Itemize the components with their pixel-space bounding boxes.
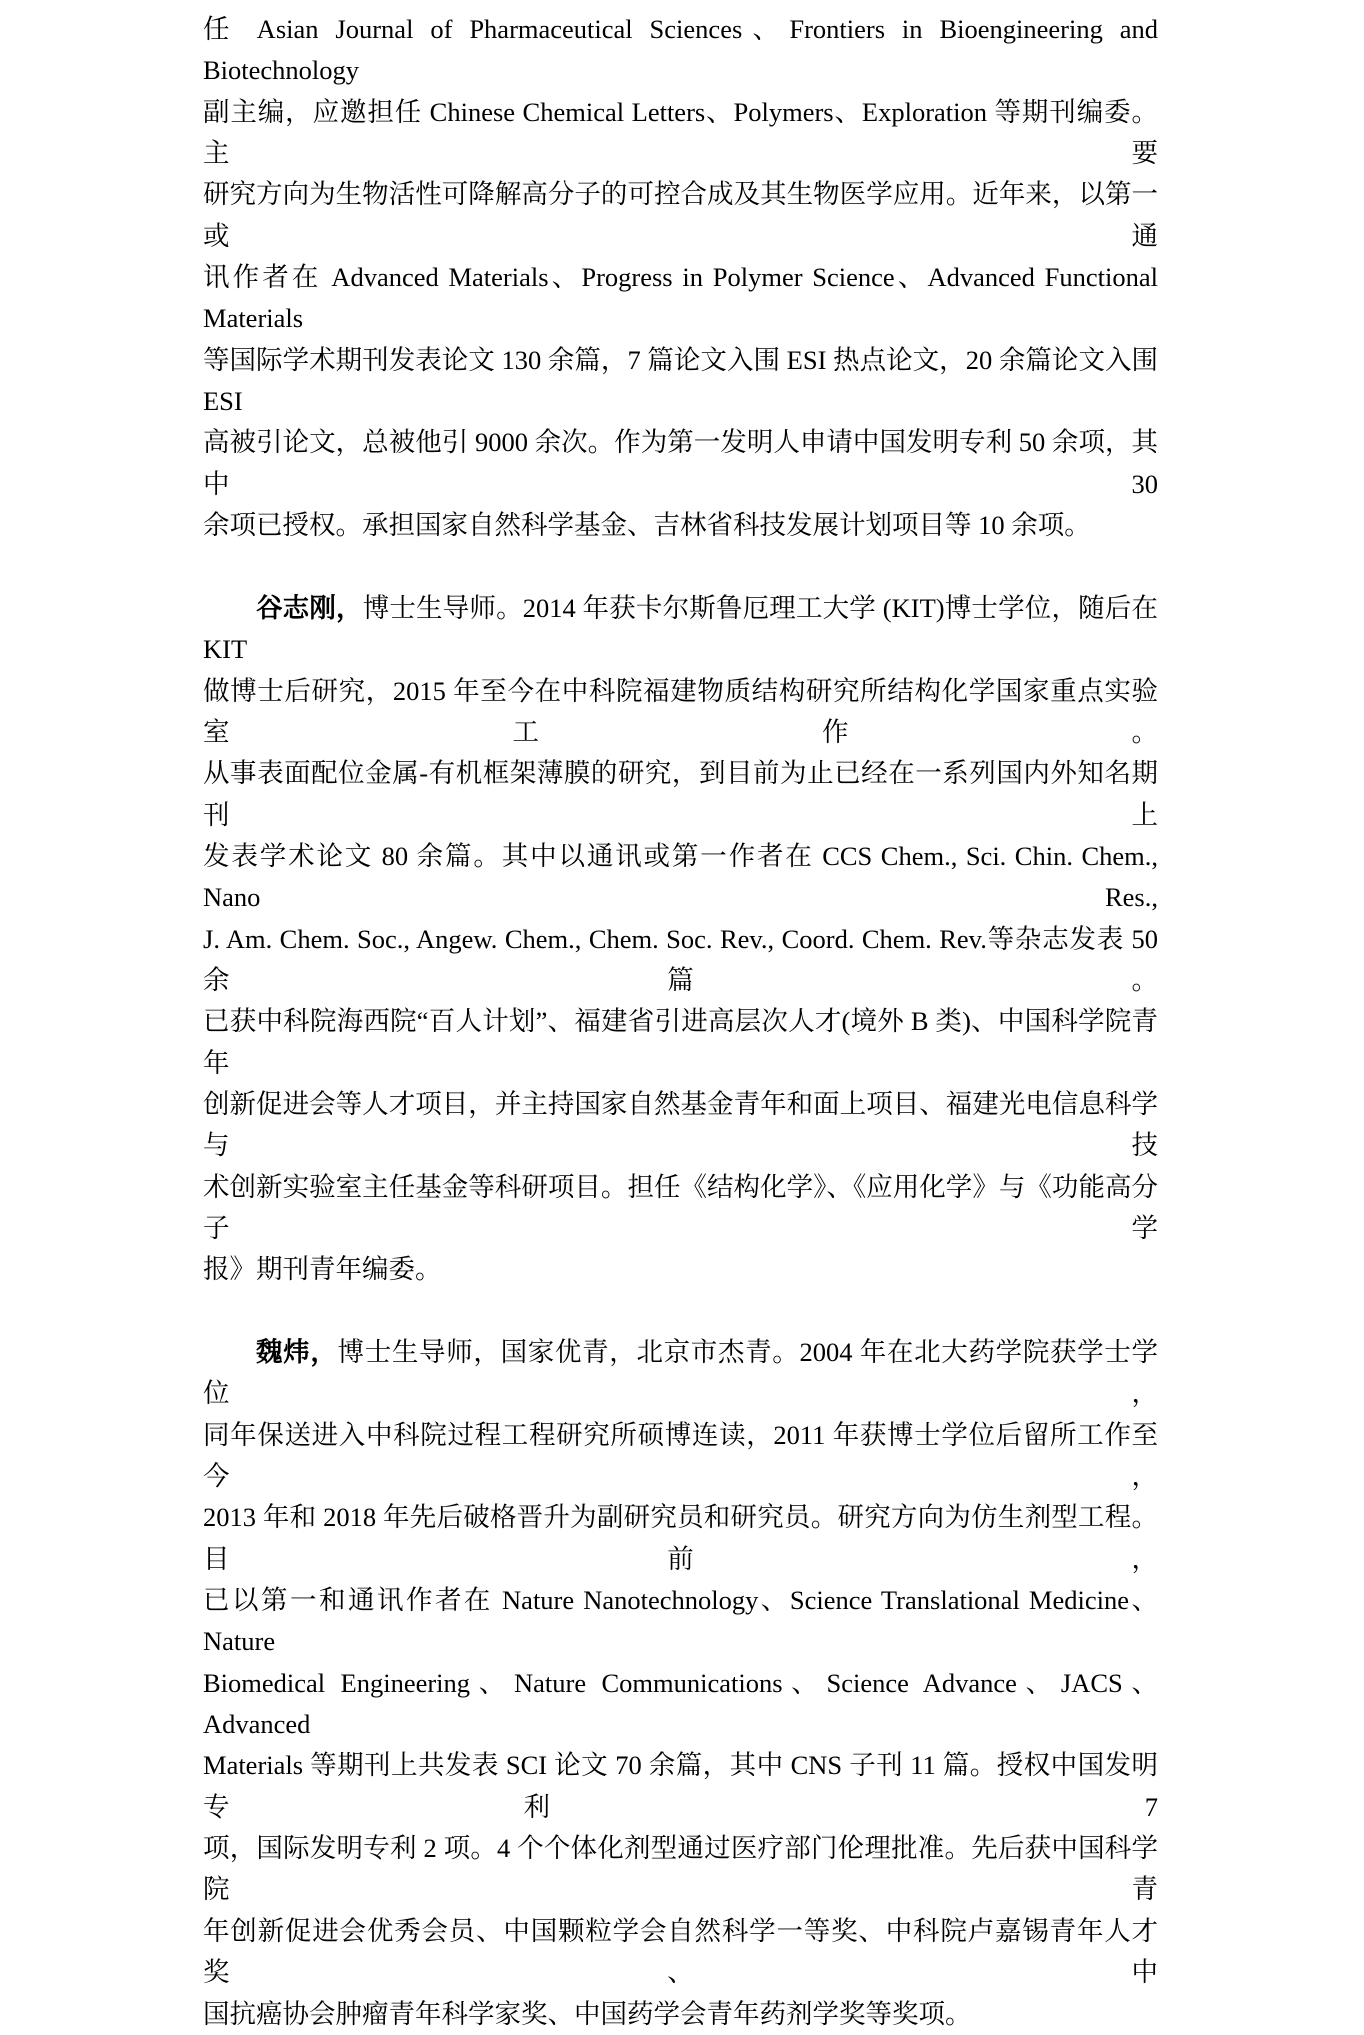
text-line: J. Am. Chem. Soc., Angew. Chem., Chem. Soc. Rev., Coord. Chem. Rev.等杂志发表 50 余篇。 bbox=[203, 923, 1158, 995]
text-line: 余项已授权。承担国家自然科学基金、吉林省科技发展计划项目等 10 余项。 bbox=[203, 510, 1091, 541]
paragraph-bio-continued bbox=[203, 9, 1158, 546]
text-line: 项，国际发明专利 2 项。4 个个体化剂型通过医疗部门伦理批准。先后获中国科学院青 bbox=[203, 1833, 1158, 1905]
line-text: 博士生导师，国家优青，北京市杰青。2004 年在北大药学院获学士学位， bbox=[203, 1337, 1159, 1409]
line-text: 博士生导师。2014 年获卡尔斯鲁厄理工大学 (KIT)博士学位，随后在 KIT bbox=[203, 592, 1158, 665]
text-line bbox=[203, 1332, 1158, 1415]
text-line: 报》期刊青年编委。 bbox=[203, 1254, 442, 1285]
text-line: 同年保送进入中科院过程工程研究所硕博连读，2011 年获博士学位后留所工作至今， bbox=[203, 1419, 1158, 1492]
text-line: 做博士后研究，2015 年至今在中科院福建物质结构研究所结构化学国家重点实验室工作。 bbox=[203, 675, 1158, 747]
paragraph-bio-wei-wei bbox=[203, 1332, 1158, 2035]
text-line: 从事表面配位金属-有机框架薄膜的研究，到目前为止已经在一系列国内外知名期刊上 bbox=[203, 758, 1158, 830]
text-line: 发表学术论文 80 余篇。其中以通讯或第一作者在 CCS Chem., Sci. Chin. Chem., Nano Res., bbox=[203, 840, 1158, 913]
text-line: Biomedical Engineering、Nature Communications、Science Advance、JACS、Advanced bbox=[203, 1667, 1158, 1740]
person-name: 谷志刚， bbox=[256, 592, 363, 623]
text-line: 创新促进会等人才项目，并主持国家自然基金青年和面上项目、福建光电信息科学与技 bbox=[203, 1088, 1158, 1161]
text-line: 等国际学术期刊发表论文 130 余篇，7 篇论文入围 ESI 热点论文，20 余篇论文入围 ESI bbox=[203, 344, 1158, 417]
text-line: 2013 年和 2018 年先后破格晋升为副研究员和研究员。研究方向为仿生剂型工程。目前， bbox=[203, 1502, 1158, 1574]
text-line: Materials 等期刊上共发表 SCI 论文 70 余篇，其中 CNS 子刊 11 篇。授权中国发明专利 7 bbox=[203, 1750, 1158, 1822]
text-line: 国抗癌协会肿瘤青年科学家奖、中国药学会青年药剂学奖等奖项。 bbox=[203, 1998, 972, 2029]
text-line: 已以第一和通讯作者在 Nature Nanotechnology、Science Translational Medicine、Nature bbox=[203, 1585, 1158, 1657]
document-page bbox=[203, 0, 1158, 2035]
text-line: 年创新促进会优秀会员、中国颗粒学会自然科学一等奖、中科院卢嘉锡青年人才奖、中 bbox=[203, 1915, 1158, 1988]
text-line: 高被引论文，总被他引 9000 余次。作为第一发明人申请中国发明专利 50 余项，其中 30 bbox=[203, 427, 1158, 499]
text-line bbox=[203, 588, 1158, 671]
text-line: 讯作者在 Advanced Materials、Progress in Polymer Science、Advanced Functional Materials bbox=[203, 262, 1158, 334]
text-line: 术创新实验室主任基金等科研项目。担任《结构化学》、《应用化学》与《功能高分子学 bbox=[203, 1171, 1158, 1243]
paragraph-bio-gu-zhigang bbox=[203, 588, 1158, 1291]
person-name: 魏炜， bbox=[256, 1337, 338, 1367]
text-line: 任 Asian Journal of Pharmaceutical Sciences、Frontiers in Bioengineering and Biotechnology bbox=[203, 14, 1158, 86]
text-line: 副主编，应邀担任 Chinese Chemical Letters、Polymers、Exploration 等期刊编委。主要 bbox=[203, 96, 1158, 169]
text-line: 研究方向为生物活性可降解高分子的可控合成及其生物医学应用。近年来，以第一或通 bbox=[203, 179, 1158, 251]
text-line: 已获中科院海西院“百人计划”、福建省引进高层次人才(境外 B 类)、中国科学院青年 bbox=[203, 1006, 1158, 1078]
